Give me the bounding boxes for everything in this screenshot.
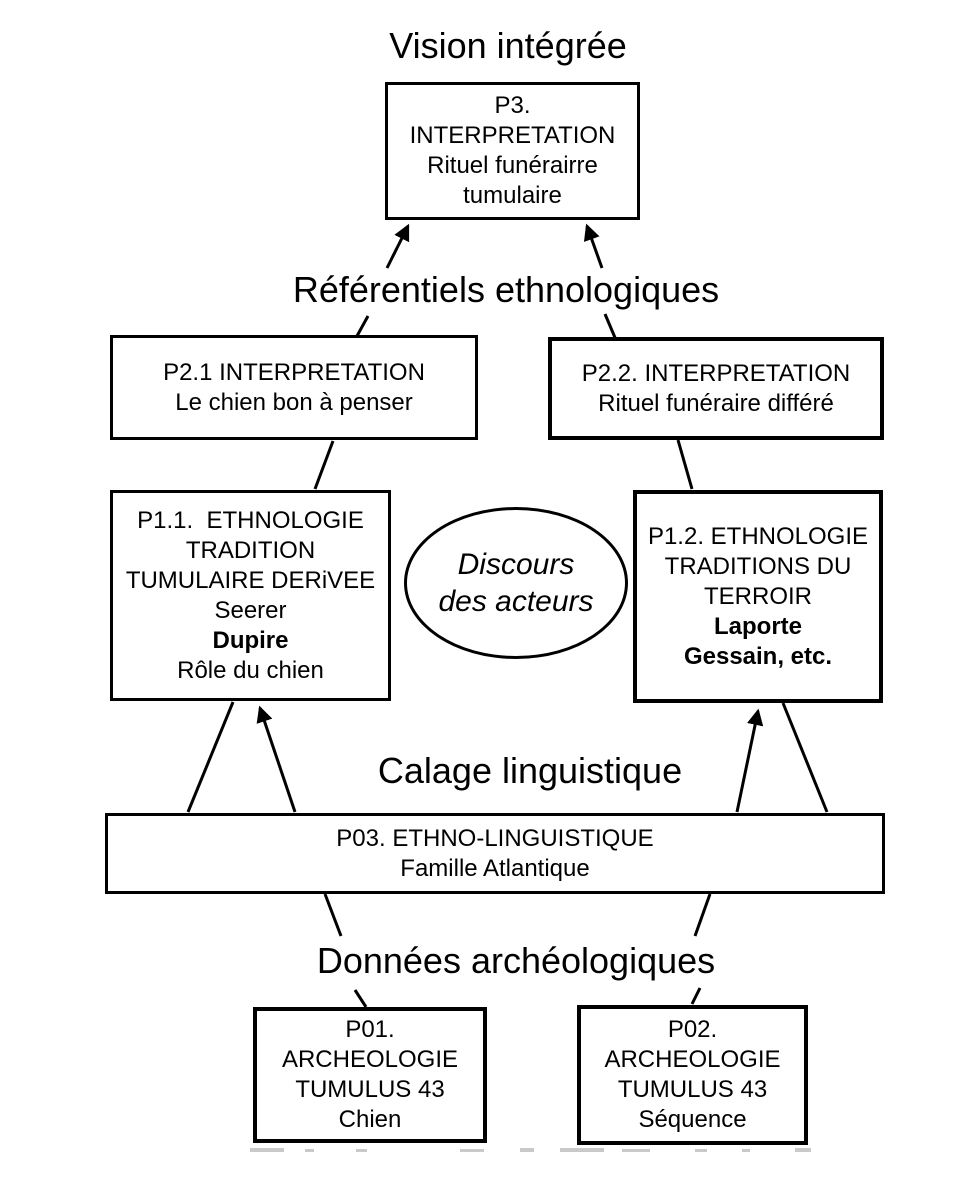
label-referentiels-ethnologiques: Référentiels ethnologiques bbox=[292, 269, 720, 310]
box-line: ARCHEOLOGIE bbox=[604, 1046, 781, 1073]
arrow-referentiels-to-p3-right bbox=[587, 226, 602, 268]
box-line: P1.1. ETHNOLOGIE bbox=[137, 506, 364, 534]
box-line: P2.2. INTERPRETATION bbox=[581, 359, 851, 387]
box-line: Séquence bbox=[638, 1106, 747, 1133]
box-line: Le chien bon à penser bbox=[175, 388, 413, 416]
caption-remnant bbox=[250, 1148, 811, 1152]
box-p03-ethno-linguistique bbox=[105, 813, 885, 894]
box-line: Chien bbox=[338, 1106, 402, 1133]
box-line: Rôle du chien bbox=[177, 656, 324, 684]
box-line: P2.1 INTERPRETATION bbox=[163, 358, 425, 386]
arrow-p03-to-p1-2 bbox=[737, 711, 758, 812]
ellipse-line: des acteurs bbox=[438, 585, 594, 618]
box-line: TUMULAIRE DERiVEE bbox=[125, 566, 376, 594]
box-line: P01. bbox=[345, 1016, 395, 1043]
box-line: P3. bbox=[494, 92, 531, 119]
box-line: P1.2. ETHNOLOGIE bbox=[647, 522, 869, 550]
label-donnees-archeologiques: Données archéologiques bbox=[316, 940, 716, 981]
box-p3-interpretation bbox=[385, 82, 640, 220]
line-p03-to-donnees-right bbox=[695, 894, 710, 936]
label-calage-linguistique: Calage linguistique bbox=[377, 750, 683, 791]
box-line: TERROIR bbox=[704, 582, 812, 610]
line-donnees-to-p02 bbox=[692, 988, 700, 1004]
line-referentiels-to-p2-1 bbox=[357, 316, 368, 336]
box-p01-archeologie bbox=[253, 1007, 487, 1143]
arrow-referentiels-to-p3-left bbox=[387, 226, 408, 268]
ellipse-discours-des-acteurs bbox=[404, 507, 628, 659]
box-p1-2-ethnologie bbox=[633, 490, 883, 703]
line-p2-1-to-p1-1 bbox=[315, 441, 333, 489]
box-line: Rituel funéraire différé bbox=[598, 389, 834, 417]
line-p03-to-donnees-left bbox=[325, 894, 341, 936]
line-donnees-to-p01 bbox=[355, 990, 366, 1007]
box-line: TRADITIONS DU bbox=[664, 552, 852, 580]
box-line-author: Gessain, etc. bbox=[683, 642, 833, 670]
box-line: Seerer bbox=[214, 596, 287, 624]
line-p2-2-to-p1-2 bbox=[678, 440, 692, 489]
arrow-p03-to-p1-1 bbox=[260, 708, 295, 812]
box-line: TRADITION bbox=[185, 536, 316, 564]
box-line: Rituel funérairre bbox=[427, 152, 598, 179]
box-p1-1-ethnologie bbox=[110, 490, 391, 701]
box-line: TUMULUS 43 bbox=[617, 1076, 768, 1103]
ellipse-line: Discours bbox=[457, 548, 575, 581]
box-line: tumulaire bbox=[463, 182, 562, 209]
box-line: INTERPRETATION bbox=[409, 122, 616, 149]
box-p2-2-interpretation bbox=[548, 337, 884, 440]
box-line: TUMULUS 43 bbox=[295, 1076, 445, 1103]
box-line: P03. ETHNO-LINGUISTIQUE bbox=[336, 824, 654, 852]
title-vision-integree: Vision intégrée bbox=[389, 25, 627, 66]
box-p2-1-interpretation bbox=[110, 335, 478, 440]
line-p03-to-p1-1 bbox=[188, 702, 233, 812]
box-line: P02. bbox=[667, 1016, 718, 1043]
box-line: ARCHEOLOGIE bbox=[281, 1046, 459, 1073]
box-p02-archeologie bbox=[577, 1005, 808, 1145]
box-line-author: Laporte bbox=[713, 612, 802, 640]
box-line-author: Dupire bbox=[212, 626, 289, 654]
line-p03-to-p1-2 bbox=[783, 703, 827, 812]
box-line: Famille Atlantique bbox=[400, 854, 590, 882]
